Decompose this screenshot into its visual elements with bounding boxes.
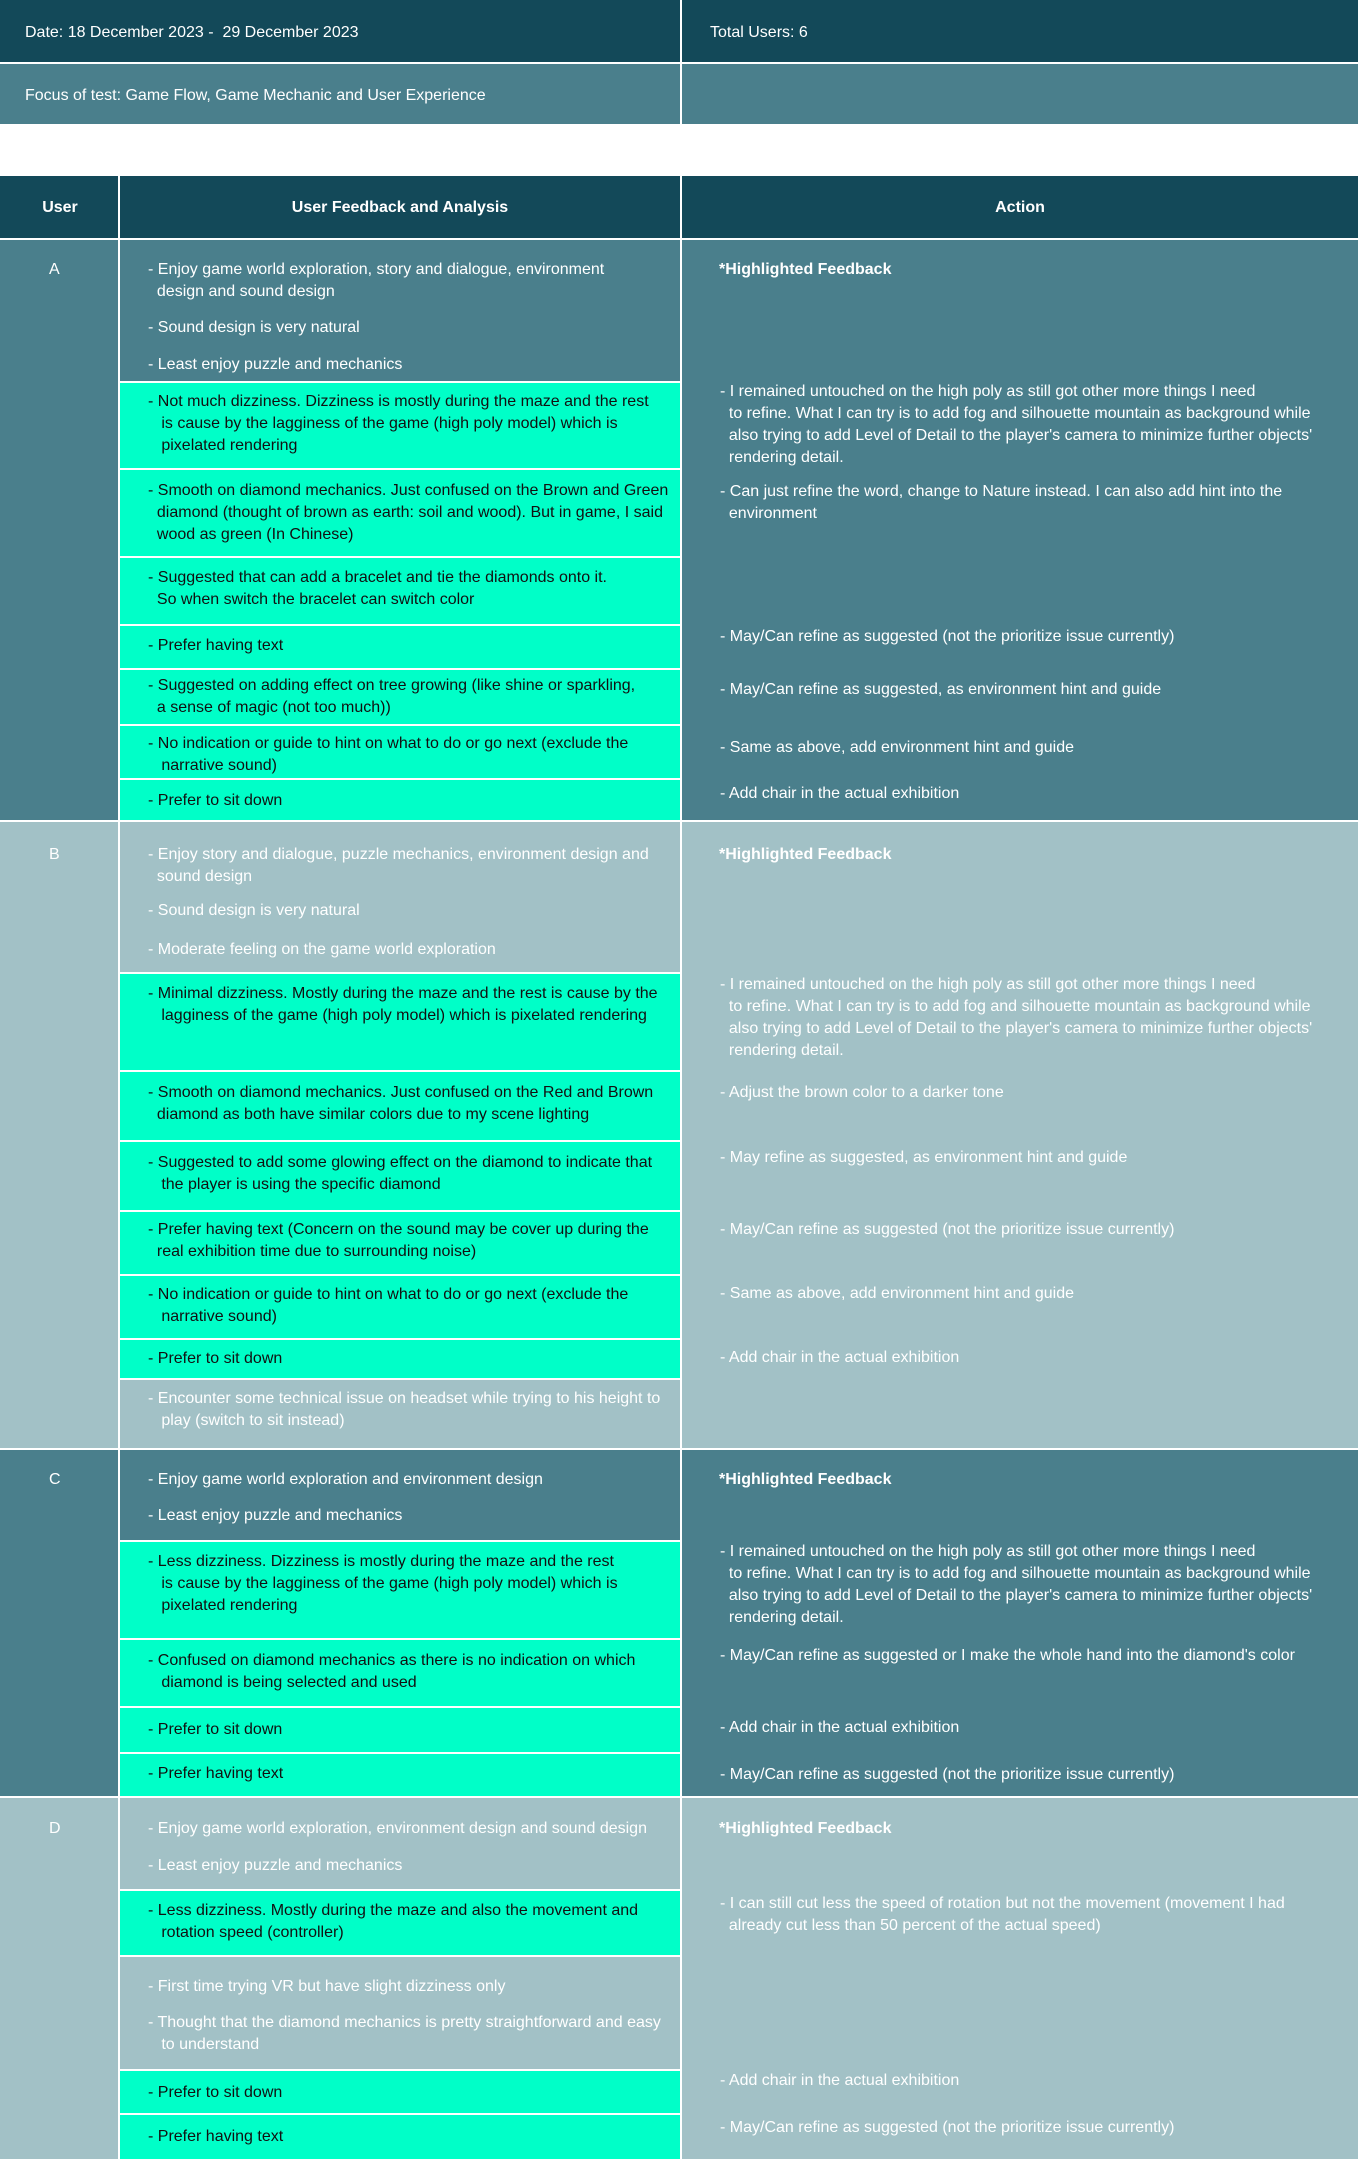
feedback-item: - Less dizziness. Mostly during the maze and also the movement and rotation speed (controller)	[148, 1902, 639, 1941]
feedback-item: - Less dizziness. Dizziness is mostly during the maze and the rest is cause by the lagginess of the game (high poly model) which is pixelated rendering	[148, 1553, 618, 1614]
action-item: - May refine as suggested, as environment hint and guide	[720, 1149, 1128, 1166]
feedback-item: - Least enjoy puzzle and mechanics	[148, 1507, 403, 1524]
user-id: C	[49, 1471, 61, 1488]
feedback-item: - Least enjoy puzzle and mechanics	[148, 1857, 403, 1874]
feedback-item: - Prefer having text (Concern on the sound may be cover up during the real exhibition time due to surrounding noise)	[148, 1221, 649, 1260]
action-item: - Add chair in the actual exhibition	[720, 785, 960, 802]
feedback-item: - Thought that the diamond mechanics is pretty straightforward and easy to understand	[148, 2014, 661, 2053]
feedback-item: - Enjoy game world exploration, environment design and sound design	[148, 1820, 647, 1837]
test-focus: Focus of test: Game Flow, Game Mechanic and User Experience	[25, 87, 486, 104]
action-item: - May/Can refine as suggested, as environment hint and guide	[720, 681, 1162, 698]
feedback-item: - Suggested to add some glowing effect on the diamond to indicate that the player is using the specific diamond	[148, 1154, 653, 1193]
feedback-item: - Sound design is very natural	[148, 319, 360, 336]
feedback-item: - Sound design is very natural	[148, 902, 360, 919]
header-action: Action	[995, 199, 1045, 216]
feedback-item: - Smooth on diamond mechanics. Just confused on the Red and Brown diamond as both have similar colors due to my scene lighting	[148, 1084, 654, 1123]
action-item: - Same as above, add environment hint and guide	[720, 739, 1075, 756]
action-item: - Adjust the brown color to a darker tone	[720, 1084, 1004, 1101]
action-item: - I remained untouched on the high poly as still got other more things I need to refine. What I can try is to add fog and silhouette mountain as background while also trying to add Level of Detail to the player's camera to minimize further objects' rendering detail.	[720, 1543, 1313, 1626]
action-item: - Add chair in the actual exhibition	[720, 2072, 960, 2089]
action-item: - I remained untouched on the high poly as still got other more things I need to refine. What I can try is to add fog and silhouette mountain as background while also trying to add Level of Detail to the player's camera to minimize further objects' rendering detail.	[720, 383, 1313, 466]
action-item: - May/Can refine as suggested (not the prioritize issue currently)	[720, 628, 1175, 645]
feedback-item: - Not much dizziness. Dizziness is mostly during the maze and the rest is cause by the lagginess of the game (high poly model) which is pixelated rendering	[148, 393, 649, 454]
action-item: - May/Can refine as suggested (not the prioritize issue currently)	[720, 1221, 1175, 1238]
action-item: - I can still cut less the speed of rotation but not the movement (movement I had already cut less than 50 percent of the actual speed)	[720, 1895, 1285, 1934]
action-item: - Add chair in the actual exhibition	[720, 1349, 960, 1366]
feedback-item: - No indication or guide to hint on what to do or go next (exclude the narrative sound)	[148, 1286, 629, 1325]
user-id: B	[49, 846, 60, 863]
action-item: - Add chair in the actual exhibition	[720, 1719, 960, 1736]
highlighted-feedback-label: *Highlighted Feedback	[719, 846, 892, 863]
user-id: D	[49, 1820, 61, 1837]
action-item: - I remained untouched on the high poly as still got other more things I need to refine. What I can try is to add fog and silhouette mountain as background while also trying to add Level of Detail to the player's camera to minimize further objects' rendering detail.	[720, 976, 1313, 1059]
total-users: Total Users: 6	[710, 24, 808, 41]
feedback-item: - No indication or guide to hint on what to do or go next (exclude the narrative sound)	[148, 735, 629, 774]
feedback-item: - Prefer having text	[148, 1765, 284, 1782]
feedback-item: - Suggested on adding effect on tree growing (like shine or sparkling, a sense of magic (not too much))	[148, 677, 636, 716]
user-a-id-cell	[0, 240, 118, 820]
test-date: Date: 18 December 2023 - 29 December 2023	[25, 24, 359, 41]
feedback-item: - Enjoy game world exploration, story and dialogue, environment design and sound design	[148, 261, 605, 300]
action-item: - May/Can refine as suggested (not the prioritize issue currently)	[720, 2119, 1175, 2136]
action-item: - May/Can refine as suggested (not the prioritize issue currently)	[720, 1766, 1175, 1783]
highlighted-feedback-label: *Highlighted Feedback	[719, 261, 892, 278]
header-feedback: User Feedback and Analysis	[291, 199, 509, 216]
feedback-item: - Enjoy game world exploration and environment design	[148, 1471, 543, 1488]
feedback-item: - Moderate feeling on the game world exploration	[148, 941, 496, 958]
user-d-action-cell	[682, 1798, 1358, 2159]
user-b-id-cell	[0, 822, 118, 1448]
action-item: - Same as above, add environment hint and guide	[720, 1285, 1075, 1302]
feedback-item: - Prefer to sit down	[148, 2084, 283, 2101]
feedback-item: - Prefer having text	[148, 637, 284, 654]
feedback-item: - Prefer to sit down	[148, 792, 283, 809]
feedback-item: - Encounter some technical issue on headset while trying to his height to play (switch to sit instead)	[148, 1390, 661, 1429]
user-c-id-cell	[0, 1450, 118, 1796]
user-id: A	[49, 261, 60, 278]
feedback-item: - Enjoy story and dialogue, puzzle mechanics, environment design and sound design	[148, 846, 649, 885]
feedback-item: - Prefer to sit down	[148, 1721, 283, 1738]
highlighted-feedback-label: *Highlighted Feedback	[719, 1471, 892, 1488]
feedback-item: - Least enjoy puzzle and mechanics	[148, 356, 403, 373]
feedback-item: - Prefer having text	[148, 2128, 284, 2145]
feedback-item: - Minimal dizziness. Mostly during the maze and the rest is cause by the lagginess of the game (high poly model) which is pixelated rendering	[148, 985, 658, 1024]
feedback-item: - First time trying VR but have slight dizziness only	[148, 1978, 506, 1995]
feedback-item: - Smooth on diamond mechanics. Just confused on the Brown and Green diamond (thought of brown as earth: soil and wood). But in game, I said wood as green (In Chinese)	[148, 482, 669, 543]
user-d-id-cell	[0, 1798, 118, 2159]
user-a-action-cell	[682, 240, 1358, 820]
summary-empty-cell	[682, 64, 1358, 124]
action-item: - May/Can refine as suggested or I make the whole hand into the diamond's color	[720, 1647, 1295, 1664]
feedback-item: - Confused on diamond mechanics as there is no indication on which diamond is being selected and used	[148, 1652, 636, 1691]
feedback-item: - Prefer to sit down	[148, 1350, 283, 1367]
highlighted-feedback-label: *Highlighted Feedback	[719, 1820, 892, 1837]
action-item: - Can just refine the word, change to Nature instead. I can also add hint into the environment	[720, 483, 1283, 522]
feedback-item: - Suggested that can add a bracelet and tie the diamonds onto it. So when switch the bracelet can switch color	[148, 569, 607, 608]
header-user: User	[42, 199, 78, 216]
